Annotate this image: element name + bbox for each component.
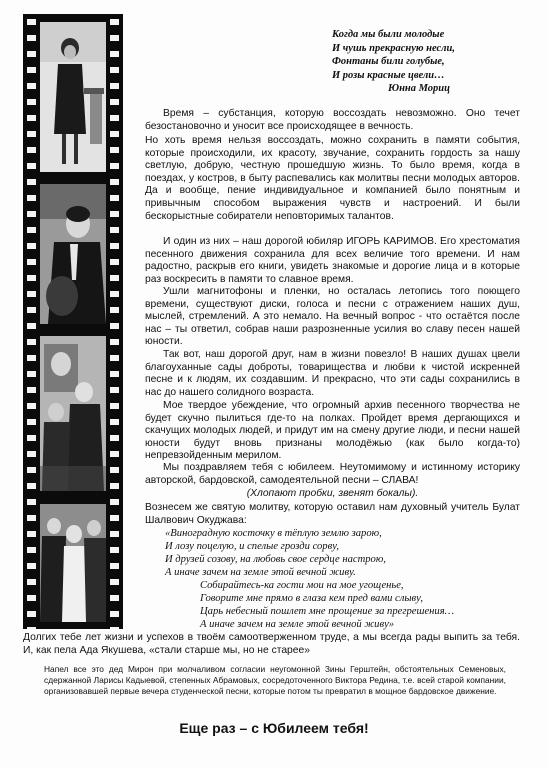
paragraph-congrats: Мы поздравляем тебя с юбилеем. Неутомимому и истинному историку авторской, бардовской, самодеятельной песни – СЛАВА! (145, 462, 520, 486)
paragraph-memory: Но хоть время нельзя воссоздать, можно сохранить в памяти события, которые происходили, их красоту, звучание, сохранить гордость за нашу светлую, добрую, честную прошедшую жизнь. То было время, когда в поездах, у костров, в быту распевались как молитвы песни молодых авторов. Да и вообще, пение индивидуальное и компанией было понятным и привычным способом выражения чувств и настроений. И были бескорыстные собиратели неповторимых талантов. (145, 135, 520, 222)
paragraph-time: Время – субстанция, которую воссоздать невозможно. Оно течет безостановочно и уносит все происходящее в вечность. (145, 108, 520, 132)
photo-man-with-guitar (40, 184, 106, 324)
photo-group-of-men (40, 504, 106, 622)
poem-line: «Виноградную косточку в тёплую землю зарою, (165, 528, 382, 539)
poem-line: Собирайтесь-ка гости мои на мое угощенье, (200, 580, 404, 591)
closing-wishes: Долгих тебе лет жизни и успехов в твоём самоотверженном труде, а мы всегда рады выпить за тебя. И, как пела Ада Якушева, «стали старше мы, но не старее» (23, 632, 520, 656)
film-sprockets-left (27, 14, 36, 629)
stage-note: (Хлопают пробки, звенят бокалы). (246, 488, 419, 499)
film-strip (23, 14, 123, 629)
epigraph-line: И розы красные цвели… (332, 69, 445, 81)
epigraph (332, 28, 532, 96)
poem-line: Говорите мне прямо в глаза кем пред вами слыву, (200, 593, 423, 604)
epigraph-line: Фонтаны били голубые, (332, 56, 445, 67)
film-sprockets-right (110, 14, 119, 629)
photo-woman-at-lectern (40, 22, 106, 172)
poem-line: Царь небесный пошлет мне прощение за прегрешения… (200, 606, 455, 617)
paragraph-gardens: Так вот, наш дорогой друг, нам в жизни повезло! В наших душах цвели благоуханные сады доброты, товарищества и любви к чистой искренней песне и к людям, их создавшим. И прекрасно, что эти сады сохранились в нас до нашего солидного возраста. (145, 349, 520, 398)
footer-greeting: Еще раз – с Юбилеем тебя! (179, 720, 369, 736)
epigraph-author: Юнна Мориц (388, 83, 450, 94)
poem-line: И лозу поцелую, и спелые грозди сорву, (165, 541, 340, 552)
poem-line: А иначе зачем на земле этой вечной живу. (165, 567, 356, 578)
poem-intro: Вознесем же святую молитву, которую оставил нам духовный учитель Булат Шалвович Окуджава: (145, 502, 520, 526)
poem-line: И друзей созову, на любовь свое сердце настрою, (165, 554, 386, 565)
epigraph-line: И чушь прекрасную несли, (332, 42, 456, 54)
paragraph-archive: Мое твердое убеждение, что огромный архив песенного творчества не будет скучно пылиться где-то на полках. Пройдет время дергающихся и скачущих молодых людей, и придут им на смену другие люди, и песни нашей юности будут вновь признаны молодёжью (как было когда-то) непревзойденным мерилом. (145, 400, 520, 462)
paragraph-tapes: Ушли магнитофоны и пленки, но осталась летопись того поющего времени, существуют диски, голоса и песни с отражением наших душ, мыслей, стремлений. А это немало. На вечный вопрос - что остаётся после нас – ты ответил, собрав наши разрозненные усилия во славу песен нашей юности. (145, 286, 520, 348)
poem-line: А иначе зачем на земле этой вечной живу» (200, 619, 395, 630)
epigraph-line: Когда мы были молодые (332, 29, 445, 40)
photo-group-with-portrait (40, 336, 106, 491)
signatories-note: Напел все это дед Мирон при молчаливом согласии неугомонной Зины Герштейн, обстоятельных Семеновых, сдержанной Ларисы Кадыевой, степенных Абрамовых, сосредоточенного Виктора Редина, т.е. всей старой компании, организовавшей первые вечера студенческой песни, которые потом ты превратил в мощное бардовское движение. (44, 664, 506, 696)
paragraph-karimov: И один из них – наш дорогой юбиляр ИГОРЬ КАРИМОВ. Его хрестоматия песенного движения сохранила для всех величие того времени. И нам радостно, раскрыв его книги, увидеть знакомые и дорогие лица и в которые раз воскресить в памяти то славное время. (145, 236, 520, 285)
